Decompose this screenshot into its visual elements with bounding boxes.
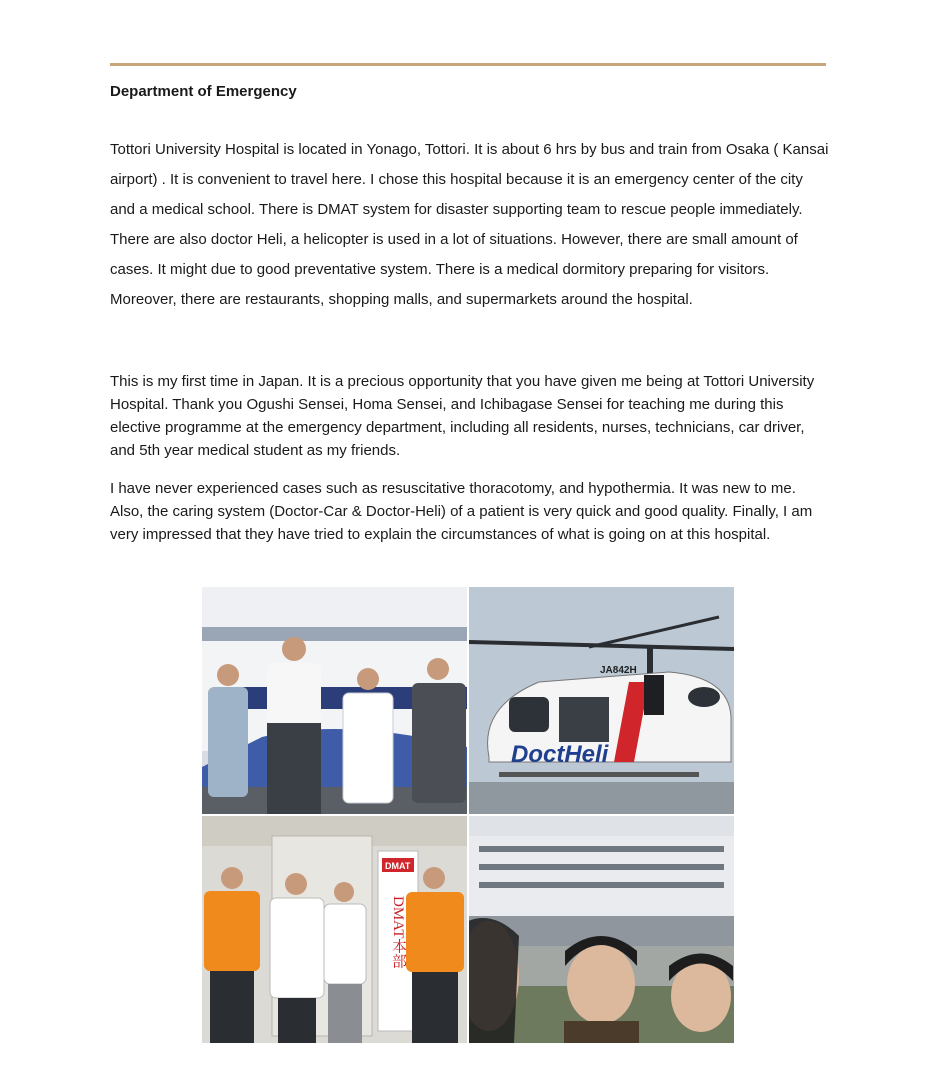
top-divider	[110, 63, 826, 66]
photo-collage	[202, 587, 734, 1043]
photo-dmat-team	[202, 816, 467, 1043]
paragraph-experience: I have never experienced cases such as resuscitative thoracotomy, and hypothermia. It was new to me. Also, the caring system (Doctor-Car & Doctor-Heli) of a patient is very quick and good quality. Finally, I am very impressed that they have tried to explain the circumstances of what is going on at this hospital.	[110, 480, 813, 543]
heli-brand: DoctHeli	[511, 741, 609, 768]
dmat-badge: DMAT	[385, 861, 411, 871]
section-heading: Department of Emergency	[110, 83, 297, 100]
paragraph-hospital-info: Tottori University Hospital is located in Yonago, Tottori. It is about 6 hrs by bus and train from Osaka ( Kansai airport) . It is convenient to travel here. I chose this hospital because it is an emergency center of the city and a medical school. There is DMAT system for disaster supporting team to rescue people immediately. There are also doctor Heli, a helicopter is used in a lot of situations. However, there are small amount of cases. It might due to good preventative system. There is a medical dormitory preparing for visitors. Moreover, there are restaurants, shopping malls, and supermarkets around the hospital.	[110, 141, 829, 308]
paragraph-thanks: This is my first time in Japan. It is a precious opportunity that you have given me being at Tottori University Hospital. Thank you Ogushi Sensei, Homa Sensei, and Ichibagase Sensei for teaching me during this elective programme at the emergency department, including all residents, nurses, technicians, car driver, and 5th year medical student as my friends.	[110, 373, 815, 459]
photo-doctor-heli	[469, 587, 734, 814]
photo-hospital-selfie	[469, 816, 734, 1043]
heli-registration: JA842H	[600, 665, 637, 676]
dmat-sign: DMAT本部	[390, 896, 406, 969]
photo-doctor-car-team	[202, 587, 467, 814]
